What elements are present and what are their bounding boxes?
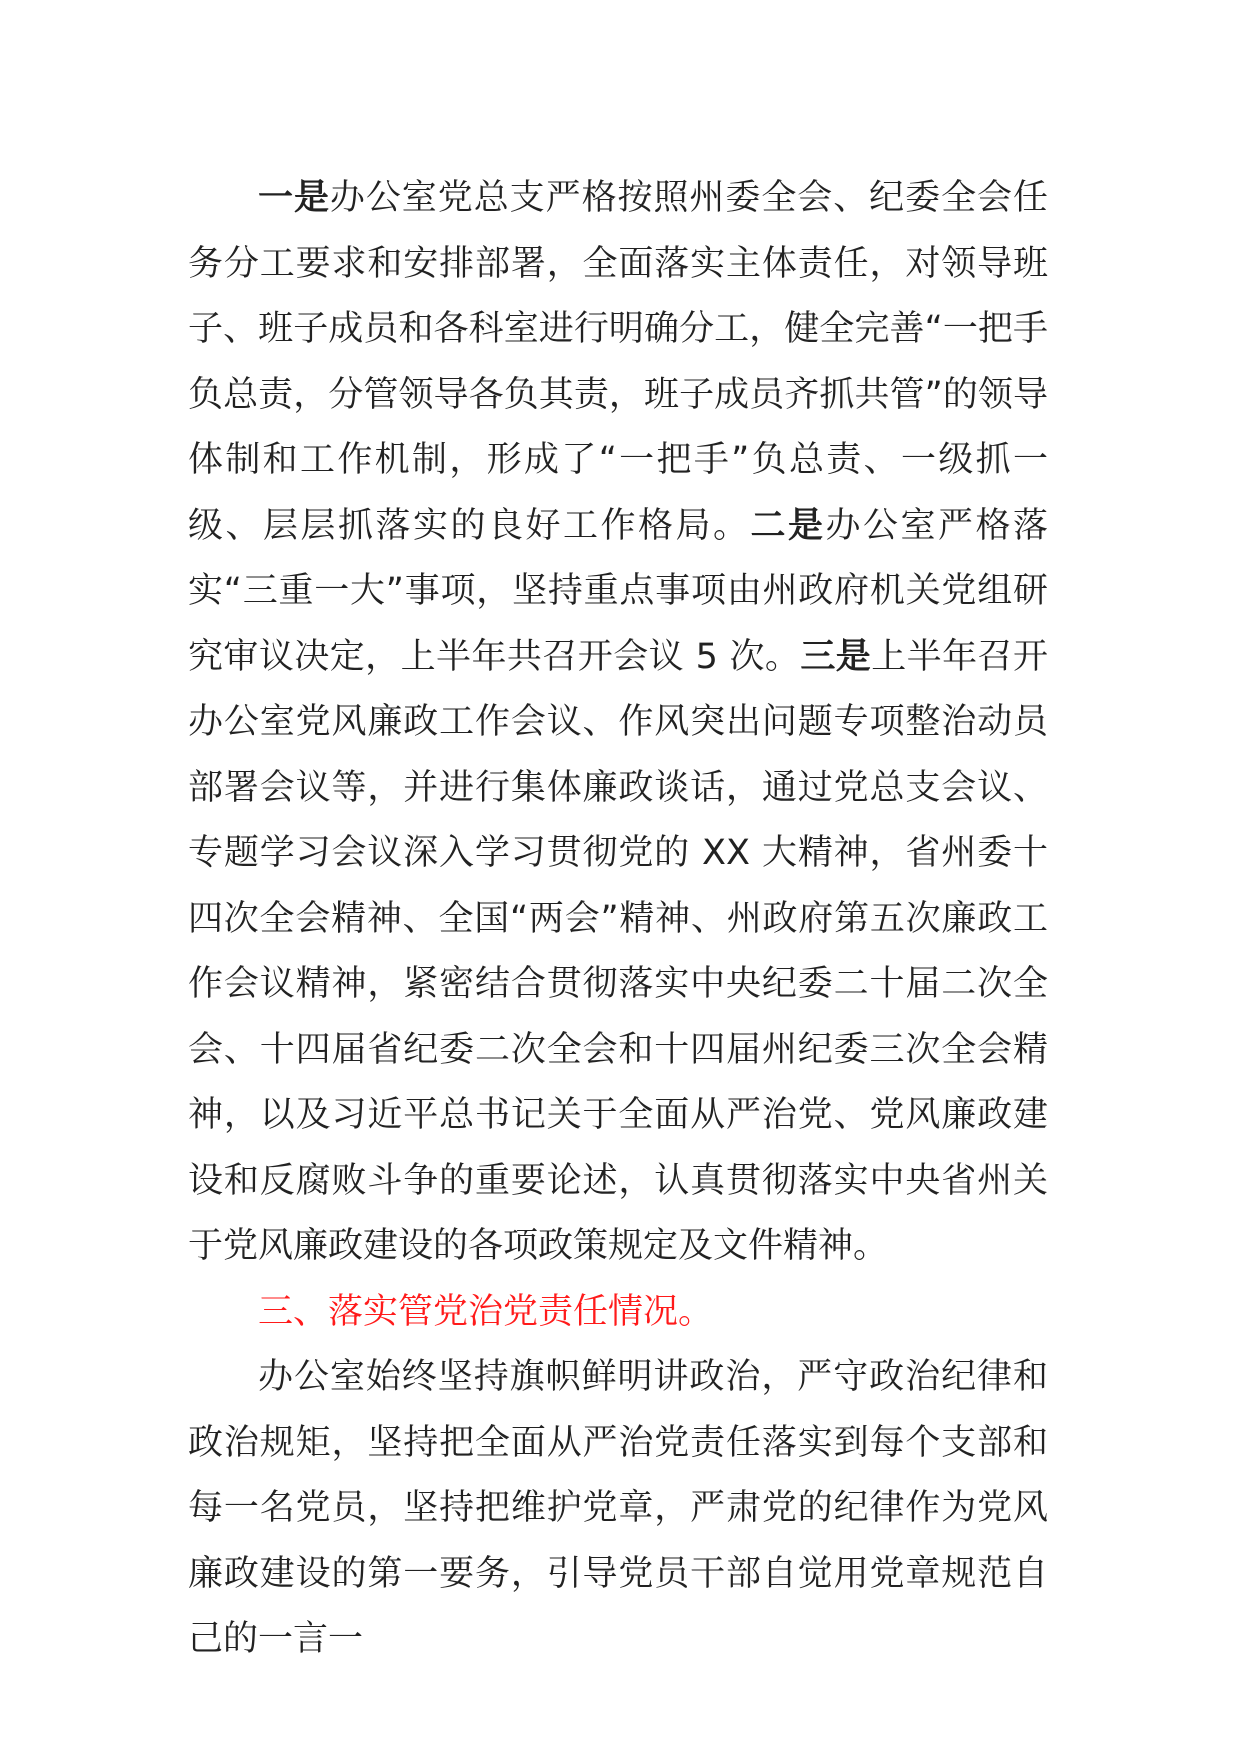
item-text-second: 办公室严格落实“三重一大”事项，坚持重点事项由州政府机关党组研究审议决定，上半年共召开会议 5 次。: [188, 505, 1048, 677]
item-text-third: 上半年召开办公室党风廉政工作会议、作风突出问题专项整治动员部署会议等，并进行集体廉政谈话，通过党总支会议、专题学习会议深入学习贯彻党的 XX 大精神，省州委十四次全会精神、全国“两会”精神、州政府第五次廉政工作会议精神，紧密结合贯彻落实中央纪委二十届二次全会、十四届省纪委二次全会和十四届州纪委三次全会精神，以及习近平总书记关于全面从严治党、党风廉政建设和反腐败斗争的重要论述，认真贯彻落实中央省州关于党风廉政建设的各项政策规定及文件精神。: [188, 636, 1048, 1266]
item-label-third: 三是: [800, 636, 872, 677]
item-label-first: 一是: [258, 178, 330, 218]
section-heading-three: 三、落实管党治党责任情况。: [258, 1291, 714, 1332]
document-body: [188, 166, 1048, 1673]
item-text-first: 办公室党总支严格按照州委全会、纪委全会任务分工要求和安排部署，全面落实主体责任，对领导班子、班子成员和各科室进行明确分工，健全完善“一把手负总责，分管领导各负其责，班子成员齐抓共管”的领导体制和工作机制，形成了“一把手”负总责、一级抓一级、层层抓落实的良好工作格局。: [188, 178, 1048, 546]
paragraph-responsibility-measures: [188, 166, 1048, 1280]
item-label-second: 二是: [750, 505, 826, 546]
paragraph-party-governance: 办公室始终坚持旗帜鲜明讲政治，严守政治纪律和政治规矩，坚持把全面从严治党责任落实到每个支部和每一名党员，坚持把维护党章，严肃党的纪律作为党风廉政建设的第一要务，引导党员干部自觉用党章规范自己的一言一: [188, 1357, 1048, 1659]
